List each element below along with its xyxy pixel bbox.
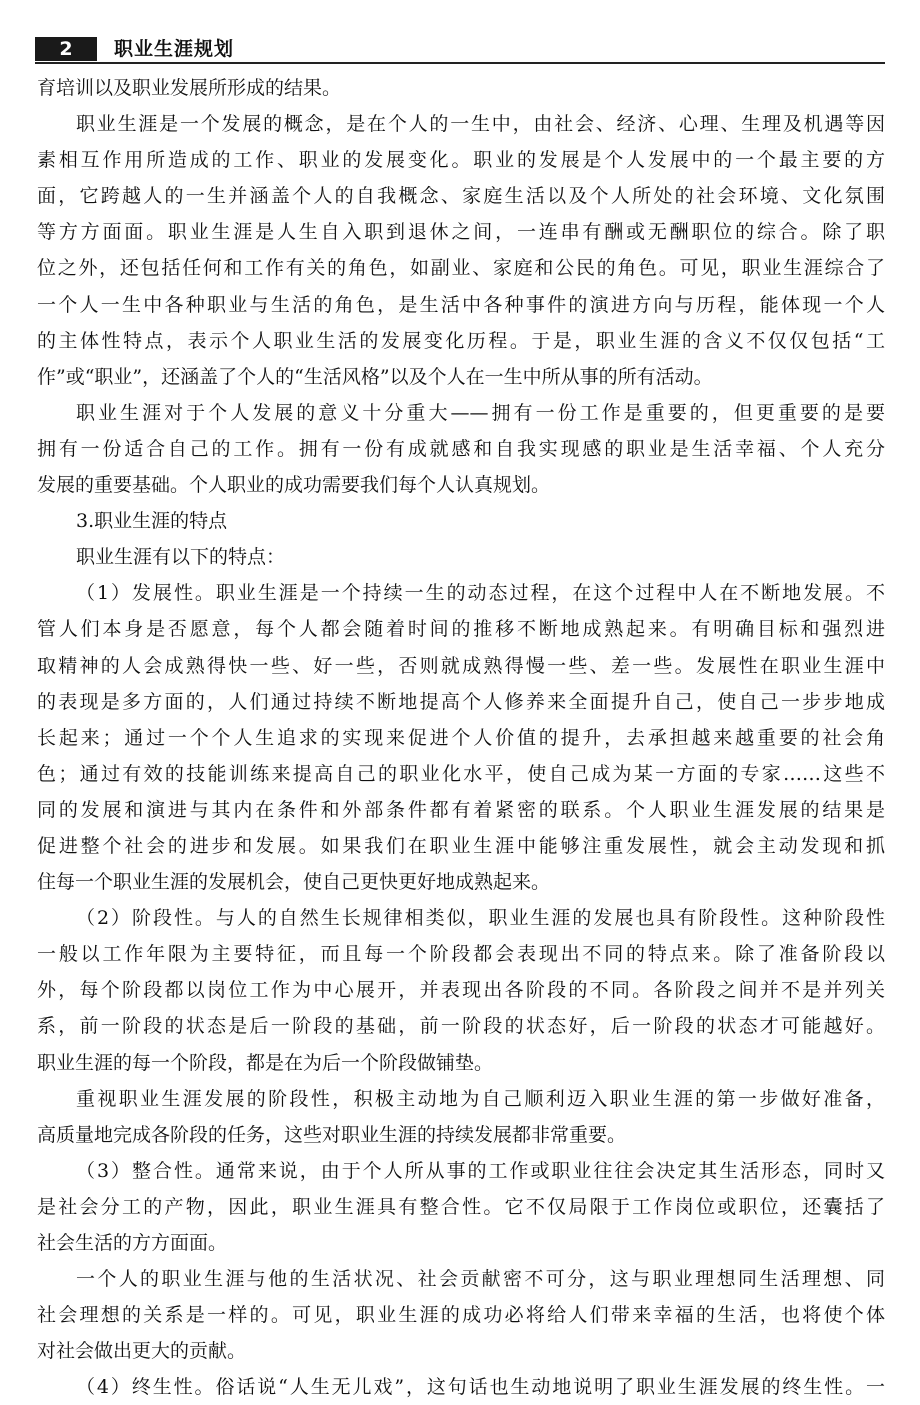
text-line: 素相互作用所造成的工作、职业的发展变化。职业的发展是个人发展中的一个最主要的方: [37, 149, 885, 172]
text-line: 的主体性特点，表示个人职业生活的发展变化历程。于是，职业生涯的含义不仅仅包括“工: [37, 329, 885, 352]
text-line: 是社会分工的产物，因此，职业生涯具有整合性。它不仅局限于工作岗位或职位，还囊括了: [37, 1195, 885, 1218]
text-line: 取精神的人会成熟得快一些、好一些，否则就成熟得慢一些、差一些。发展性在职业生涯中: [37, 654, 885, 677]
text-line: 住每一个职业生涯的发展机会，使自己更快更好地成熟起来。: [37, 871, 551, 894]
text-line: 社会生活的方方面面。: [37, 1232, 228, 1254]
text-line: 重视职业生涯发展的阶段性，积极主动地为自己顺利迈入职业生涯的第一步做好准备，: [76, 1087, 885, 1110]
text-line: 一个人的职业生涯与他的生活状况、社会贡献密不可分，这与职业理想同生活理想、同: [76, 1268, 885, 1291]
text-line: 同的发展和演进与其内在条件和外部条件都有着紧密的联系。个人职业生涯发展的结果是: [37, 798, 885, 821]
text-line: 系，前一阶段的状态是后一阶段的基础，前一阶段的状态好，后一阶段的状态才可能越好。: [37, 1015, 885, 1038]
text-line: 高质量地完成各阶段的任务，这些对职业生涯的持续发展都非常重要。: [37, 1123, 627, 1146]
text-line: 对社会做出更大的贡献。: [37, 1340, 247, 1363]
text-line: 一般以工作年限为主要特征，而且每一个阶段都会表现出不同的特点来。除了准备阶段以: [37, 943, 885, 966]
text-line: 一个人一生中各种职业与生活的角色，是生活中各种事件的演进方向与历程，能体现一个人: [37, 293, 885, 316]
text-line: 职业生涯的每一个阶段，都是在为后一个阶段做铺垫。: [37, 1051, 494, 1074]
text-line: 职业生涯是一个发展的概念，是在个人的一生中，由社会、经济、心理、生理及机遇等因: [76, 113, 885, 136]
text-line: 发展的重要基础。个人职业的成功需要我们每个人认真规划。: [37, 474, 551, 497]
text-line: 色；通过有效的技能训练来提高自己的职业化水平，使自己成为某一方面的专家……这些不: [37, 762, 885, 785]
text-line: 育培训以及职业发展所形成的结果。: [37, 77, 342, 99]
section-heading: 3.职业生涯的特点: [76, 510, 228, 533]
text-line: （1）发展性。职业生涯是一个持续一生的动态过程，在这个过程中人在不断地发展。不: [76, 582, 885, 605]
text-line: （4）终生性。俗话说“人生无儿戏”，这句话也生动地说明了职业生涯发展的终生性。一: [76, 1376, 885, 1399]
text-line: （2）阶段性。与人的自然生长规律相类似，职业生涯的发展也具有阶段性。这种阶段性: [76, 907, 885, 930]
text-line: 外，每个阶段都以岗位工作为中心展开，并表现出各阶段的不同。各阶段之间并不是并列关: [37, 979, 885, 1002]
text-line: 面，它跨越人的一生并涵盖个人的自我概念、家庭生活以及个人所处的社会环境、文化氛围: [37, 185, 885, 208]
text-line: 作”或“职业”，还涵盖了个人的“生活风格”以及个人在一生中所从事的所有活动。: [37, 365, 713, 388]
running-title: 职业生涯规划: [114, 38, 235, 60]
text-line: （3）整合性。通常来说，由于个人所从事的工作或职业往往会决定其生活形态，同时又: [76, 1159, 885, 1182]
text-line: 长起来；通过一个个人生追求的实现来促进个人价值的提升，去承担越来越重要的社会角: [37, 726, 885, 749]
page-number: 2: [35, 37, 97, 61]
header-rule: [35, 62, 885, 64]
text-line: 职业生涯有以下的特点：: [76, 546, 286, 569]
text-line: 位之外，还包括任何和工作有关的角色，如副业、家庭和公民的角色。可见，职业生涯综合了: [37, 257, 885, 280]
running-header: [35, 37, 885, 63]
text-line: 管人们本身是否愿意，每个人都会随着时间的推移不断地成熟起来。有明确目标和强烈进: [37, 618, 885, 641]
text-line: 拥有一份适合自己的工作。拥有一份有成就感和自我实现感的职业是生活幸福、个人充分: [37, 437, 885, 460]
text-line: 的表现是多方面的，人们通过持续不断地提高个人修养来全面提升自己，使自己一步步地成: [37, 690, 885, 713]
text-line: 社会理想的关系是一样的。可见，职业生涯的成功必将给人们带来幸福的生活，也将使个体: [37, 1304, 885, 1327]
text-line: 职业生涯对于个人发展的意义十分重大——拥有一份工作是重要的，但更重要的是要: [76, 401, 885, 424]
text-line: 促进整个社会的进步和发展。如果我们在职业生涯中能够注重发展性，就会主动发现和抓: [37, 834, 885, 857]
text-line: 等方方面面。职业生涯是人生自入职到退休之间，一连串有酬或无酬职位的综合。除了职: [37, 221, 885, 244]
body-text: [37, 70, 885, 1405]
